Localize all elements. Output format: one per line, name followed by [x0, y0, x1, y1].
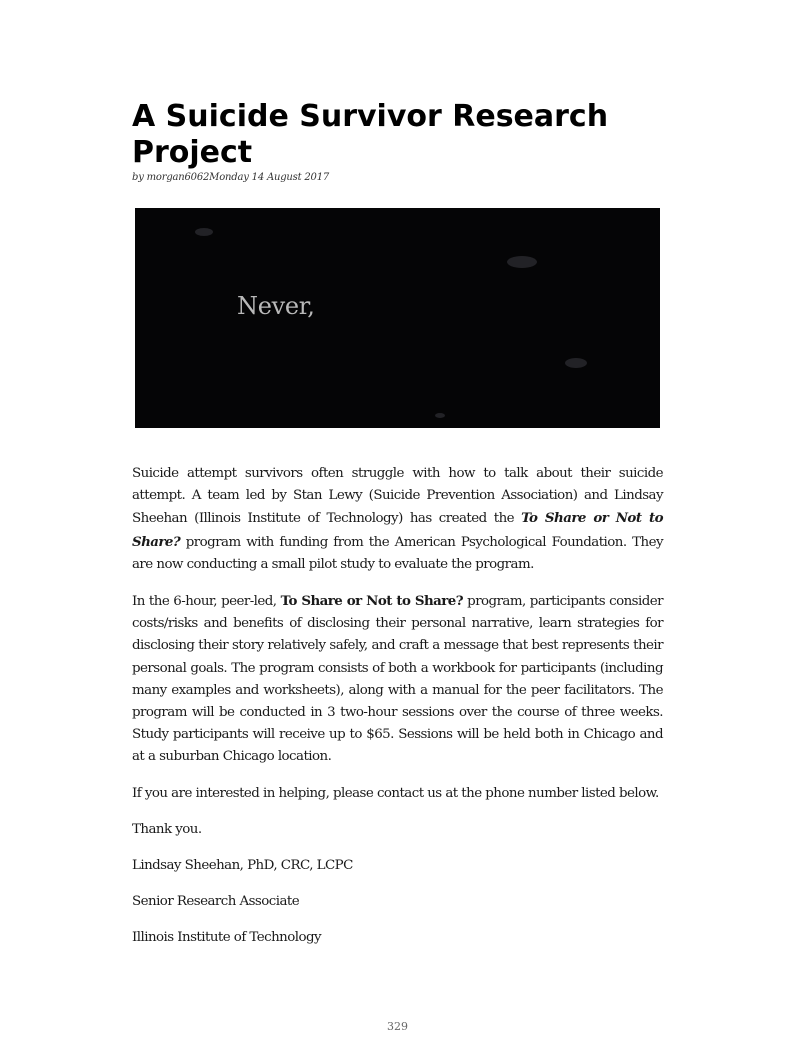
- signature-organization: Illinois Institute of Technology: [132, 930, 322, 946]
- video-noise-speck: [565, 358, 587, 368]
- paragraph-intro: Suicide attempt survivors often struggle with how to talk about their suicide attempt. A team led by Stan Lewy (Suicide Prevention Association) and Lindsay Sheehan (Illinois Institute of Technology) has created the To Share or Not to Share? program with funding from the American Psychological Foundation. They are now conducting a small pilot study to evaluate the program.: [132, 466, 663, 572]
- article-byline: by morgan6062Monday 14 August 2017: [132, 172, 330, 183]
- video-noise-speck: [435, 413, 445, 418]
- video-still[interactable]: [135, 208, 660, 428]
- article-title: A Suicide Survivor Research Project: [132, 99, 609, 170]
- article-body: [132, 463, 663, 964]
- paragraph-program-details: In the 6-hour, peer-led, To Share or Not to Share? program, participants consider costs/risks and benefits of disclosing their personal narrative, learn strategies for disclosing their story relatively safely, and craft a message that best represents their personal goals. The program consists of both a workbook for participants (including many examples and worksheets), along with a manual for the peer facilitators. The program will be conducted in 3 two-hour sessions over the course of three weeks. Study participants will receive up to $65. Sessions will be held both in Chicago and at a suburban Chicago location.: [132, 593, 663, 765]
- page-number: 329: [387, 1020, 408, 1033]
- program-name: To Share or Not to Share?: [280, 593, 464, 610]
- thanks-line: Thank you.: [132, 821, 202, 837]
- paragraph-contact: If you are interested in helping, please contact us at the phone number listed below.: [132, 785, 659, 801]
- video-noise-speck: [195, 228, 213, 236]
- video-noise-speck: [507, 256, 537, 268]
- program-name: To Share or Not to Share?: [132, 510, 663, 550]
- signature-title: Senior Research Associate: [132, 894, 300, 910]
- video-caption: Never,: [237, 292, 315, 320]
- signature-name: Lindsay Sheehan, PhD, CRC, LCPC: [132, 858, 353, 874]
